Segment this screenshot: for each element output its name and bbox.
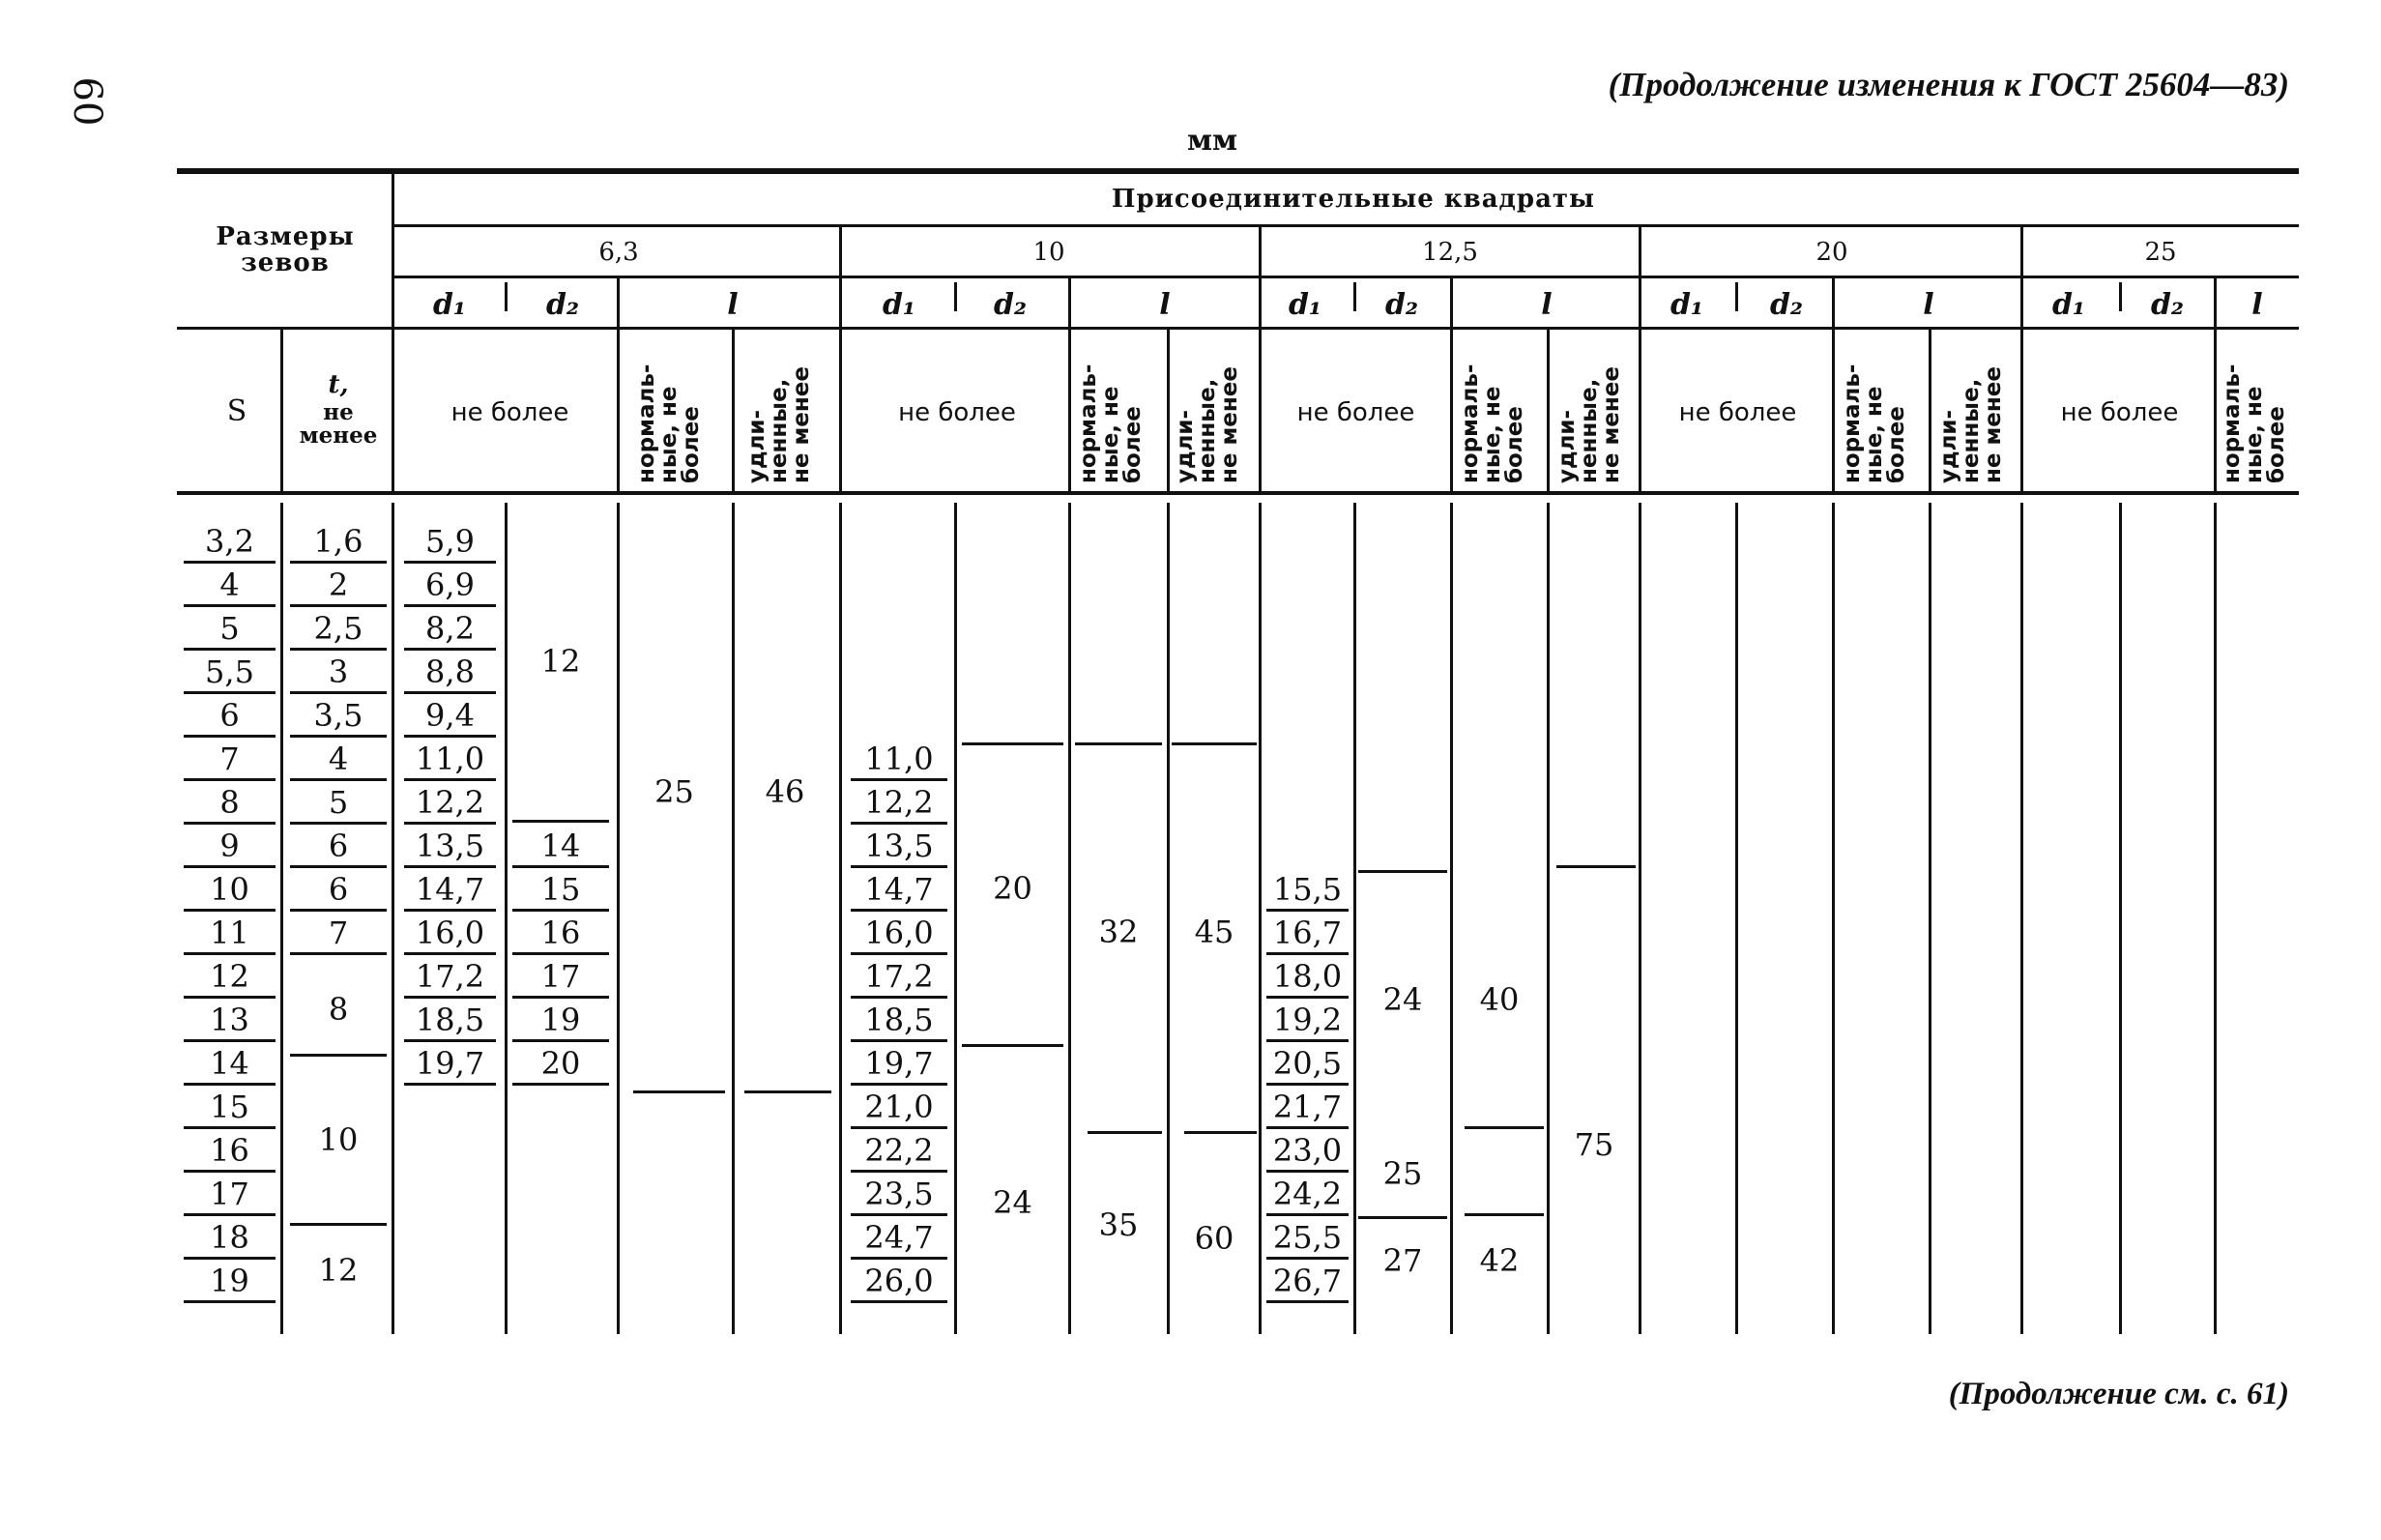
table-cell: 15	[184, 1088, 276, 1129]
table-cell: 26,7	[1266, 1262, 1349, 1303]
header-divider-125	[1259, 227, 1262, 491]
header-divider-norm-ext-125	[1547, 329, 1550, 491]
extended-length-10: удли-ненные, не менее	[1173, 366, 1242, 483]
table-cell: 15,5	[1266, 870, 1349, 912]
unit-label: мм	[1187, 124, 1238, 158]
table-cell: 19,7	[851, 1044, 947, 1086]
table-cell: 16,0	[851, 914, 947, 955]
table-cell: 75	[1574, 1126, 1614, 1163]
d1-symbol: d₁	[2051, 288, 2086, 322]
cell-rule	[1465, 1213, 1544, 1216]
body-rule	[1259, 503, 1262, 1334]
table-top-rule	[177, 168, 2299, 174]
body-rule	[1639, 503, 1641, 1334]
header-divider-l-20	[1832, 278, 1835, 491]
header-divider-norm-ext-10	[1167, 329, 1170, 491]
d1-symbol: d₁	[1288, 288, 1322, 322]
table-cell: 19,7	[404, 1044, 496, 1086]
table-cell: 7	[184, 740, 276, 781]
l-symbol: l	[727, 288, 739, 322]
body-rule	[2214, 503, 2217, 1334]
normal-length-25: нормаль-ные, не более	[2220, 363, 2289, 483]
cell-rule	[1465, 1126, 1544, 1129]
table-cell: 8,8	[404, 653, 496, 694]
body-rule	[392, 503, 394, 1334]
not-more-25: не более	[2060, 398, 2179, 427]
table-cell: 2	[290, 566, 387, 607]
table-cell: 16	[512, 914, 609, 955]
table-cell: 2,5	[290, 609, 387, 651]
d1-symbol: d₁	[432, 288, 467, 322]
header-divider-l-125	[1450, 278, 1453, 491]
table-cell: 24,2	[1266, 1175, 1349, 1216]
cell-rule	[1075, 742, 1162, 745]
rule-under-symbols	[177, 327, 2299, 330]
square-size-20: 20	[1815, 238, 1848, 267]
body-rule	[732, 503, 735, 1334]
running-head: (Продолжение изменения к ГОСТ 25604—83)	[1608, 66, 2289, 103]
table-cell: 5	[184, 609, 276, 651]
cell-rule	[1358, 870, 1447, 873]
body-rule	[1167, 503, 1170, 1334]
table-cell: 25,5	[1266, 1218, 1349, 1260]
l-symbol: l	[1923, 288, 1934, 322]
table-cell: 17,2	[404, 957, 496, 999]
d2-symbol: d₂	[545, 288, 580, 322]
body-rule	[2020, 503, 2023, 1334]
body-rule	[1929, 503, 1931, 1334]
table-cell: 16,0	[404, 914, 496, 955]
table-cell: 14	[184, 1044, 276, 1086]
normal-length-20: нормаль-ные, не более	[1840, 363, 1909, 483]
table-cell: 21,0	[851, 1088, 947, 1129]
tick-d1d2-20	[1735, 282, 1738, 311]
header-divider-20	[1639, 227, 1641, 491]
d1-symbol: d₁	[1670, 288, 1704, 322]
tick-d1d2-125	[1353, 282, 1356, 311]
cell-rule	[744, 1090, 831, 1093]
table-cell: 10	[184, 870, 276, 912]
d2-symbol: d₂	[993, 288, 1028, 322]
cell-rule	[1556, 865, 1636, 868]
body-rule	[1353, 503, 1356, 1334]
t-symbol: t,	[328, 370, 349, 399]
table-cell: 20	[993, 870, 1032, 907]
normal-length-12-5: нормаль-ные, не более	[1458, 363, 1527, 483]
table-cell: 8	[328, 991, 349, 1028]
tick-d1d2-10	[954, 282, 957, 311]
table-cell: 4	[184, 566, 276, 607]
table-cell: 19	[512, 1001, 609, 1042]
table-cell: 23,0	[1266, 1131, 1349, 1173]
body-rule	[839, 503, 842, 1334]
header-divider-main	[392, 172, 394, 491]
table-cell: 7	[290, 914, 387, 955]
jaw-sizes-heading: Размеры зевов	[216, 222, 355, 278]
l-symbol: l	[1541, 288, 1553, 322]
table-cell: 10	[318, 1121, 359, 1158]
table-cell: 45	[1194, 914, 1234, 950]
cell-rule	[1184, 1131, 1257, 1134]
table-cell: 17	[512, 957, 609, 999]
extended-length-20: удли-ненные, не менее	[1936, 366, 2006, 483]
header-divider-l-25	[2214, 278, 2217, 491]
not-more-6-3: не более	[450, 398, 569, 427]
table-cell: 3	[290, 653, 387, 694]
table-cell: 17	[184, 1175, 276, 1216]
table-cell: 35	[1098, 1206, 1139, 1243]
body-rule	[1450, 503, 1453, 1334]
table-cell: 11,0	[851, 740, 947, 781]
body-rule	[1068, 503, 1071, 1334]
table-cell: 19,2	[1266, 1001, 1349, 1042]
l-symbol: l	[1159, 288, 1171, 322]
cell-rule	[633, 1090, 725, 1093]
table-cell: 16,7	[1266, 914, 1349, 955]
table-cell: 19	[184, 1262, 276, 1303]
table-cell: 6	[290, 870, 387, 912]
table-cell: 9	[184, 827, 276, 868]
body-rule	[1832, 503, 1835, 1334]
cell-rule	[290, 1054, 387, 1057]
cell-rule	[962, 1044, 1063, 1047]
table-cell: 16	[184, 1131, 276, 1173]
table-cell: 24	[1382, 981, 1423, 1018]
table-cell: 6	[184, 696, 276, 738]
d2-symbol: d₂	[2150, 288, 2185, 322]
table-cell: 13,5	[851, 827, 947, 868]
table-cell: 4	[290, 740, 387, 781]
table-cell: 11,0	[404, 740, 496, 781]
header-divider-norm-ext-63	[732, 329, 735, 491]
rule-under-header	[177, 491, 2299, 495]
l-symbol: l	[2251, 288, 2263, 322]
cell-rule	[1088, 1131, 1162, 1134]
table-cell: 5	[290, 783, 387, 825]
extended-length-12-5: удли-ненные, не менее	[1554, 366, 1624, 483]
table-cell: 6	[290, 827, 387, 868]
header-divider-10	[839, 227, 842, 491]
body-rule	[2119, 503, 2122, 1334]
d2-symbol: d₂	[1769, 288, 1804, 322]
table-cell: 40	[1479, 981, 1520, 1018]
body-rule	[954, 503, 957, 1334]
table-cell: 14,7	[404, 870, 496, 912]
square-size-12-5: 12,5	[1422, 238, 1478, 267]
table-cell: 21,7	[1266, 1088, 1349, 1129]
header-divider-s-t	[280, 329, 283, 491]
table-cell: 25	[654, 773, 694, 810]
page-number: 60	[65, 76, 109, 127]
table-cell: 17,2	[851, 957, 947, 999]
connecting-squares-heading: Присоединительные квадраты	[1111, 185, 1596, 214]
table-cell: 46	[765, 773, 805, 810]
table-cell: 26,0	[851, 1262, 947, 1303]
table-cell: 6,9	[404, 566, 496, 607]
body-rule	[1735, 503, 1738, 1334]
table-cell: 60	[1194, 1220, 1234, 1257]
table-cell: 15	[512, 870, 609, 912]
table-cell: 5,5	[184, 653, 276, 694]
table-cell: 18,5	[851, 1001, 947, 1042]
header-divider-norm-ext-20	[1929, 329, 1931, 491]
table-cell: 25	[1382, 1155, 1423, 1192]
cell-rule	[512, 820, 609, 823]
header-divider-25	[2020, 227, 2023, 491]
tick-d1d2-25	[2119, 282, 2122, 311]
table-cell: 13	[184, 1001, 276, 1042]
table-cell: 12	[318, 1252, 359, 1289]
continuation-note: (Продолжение см. с. 61)	[1948, 1377, 2289, 1411]
table-cell: 18,5	[404, 1001, 496, 1042]
body-rule	[617, 503, 620, 1334]
table-cell: 13,5	[404, 827, 496, 868]
table-cell: 24,7	[851, 1218, 947, 1260]
table-cell: 1,6	[290, 522, 387, 564]
table-cell: 12	[184, 957, 276, 999]
table-cell: 12,2	[851, 783, 947, 825]
table-cell: 18	[184, 1218, 276, 1260]
table-cell: 8	[184, 783, 276, 825]
header-divider-l-63	[617, 278, 620, 491]
rule-under-squares-title	[394, 224, 2299, 227]
table-cell: 22,2	[851, 1131, 947, 1173]
table-cell: 9,4	[404, 696, 496, 738]
table-cell: 14,7	[851, 870, 947, 912]
body-rule	[280, 503, 283, 1334]
table-cell: 42	[1479, 1242, 1520, 1279]
table-cell: 18,0	[1266, 957, 1349, 999]
not-more-10: не более	[898, 398, 1016, 427]
table-cell: 20	[512, 1044, 609, 1086]
table-cell: 20,5	[1266, 1044, 1349, 1086]
table-cell: 5,9	[404, 522, 496, 564]
extended-length-6-3: удли-ненные, не менее	[744, 366, 814, 483]
body-rule	[1547, 503, 1550, 1334]
table-cell: 23,5	[851, 1175, 947, 1216]
cell-rule	[1172, 742, 1257, 745]
tick-d1d2-63	[505, 282, 508, 311]
table-cell: 8,2	[404, 609, 496, 651]
cell-rule	[290, 1223, 387, 1226]
square-size-6-3: 6,3	[598, 238, 639, 267]
table-cell: 24	[993, 1184, 1032, 1221]
body-rule	[505, 503, 508, 1334]
not-more-20: не более	[1678, 398, 1797, 427]
table-cell: 3,2	[184, 522, 276, 564]
table-cell: 12,2	[404, 783, 496, 825]
not-more-12-5: не более	[1296, 398, 1415, 427]
s-heading: S	[226, 394, 247, 428]
normal-length-10: нормаль-ные, не более	[1076, 363, 1146, 483]
rule-under-square-sizes	[394, 276, 2299, 278]
table-cell: 14	[512, 827, 609, 868]
table-cell: 3,5	[290, 696, 387, 738]
t-min-note: не менее	[299, 399, 378, 450]
square-size-25: 25	[2144, 238, 2177, 267]
table-cell: 11	[184, 914, 276, 955]
table-cell: 32	[1098, 914, 1139, 950]
d2-symbol: d₂	[1384, 288, 1419, 322]
table-cell: 27	[1382, 1242, 1423, 1279]
normal-length-6-3: нормаль-ные, не более	[634, 363, 704, 483]
square-size-10: 10	[1032, 238, 1065, 267]
header-divider-l-10	[1068, 278, 1071, 491]
cell-rule	[962, 742, 1063, 745]
table-cell: 12	[540, 643, 581, 680]
cell-rule	[1358, 1216, 1447, 1219]
d1-symbol: d₁	[882, 288, 916, 322]
